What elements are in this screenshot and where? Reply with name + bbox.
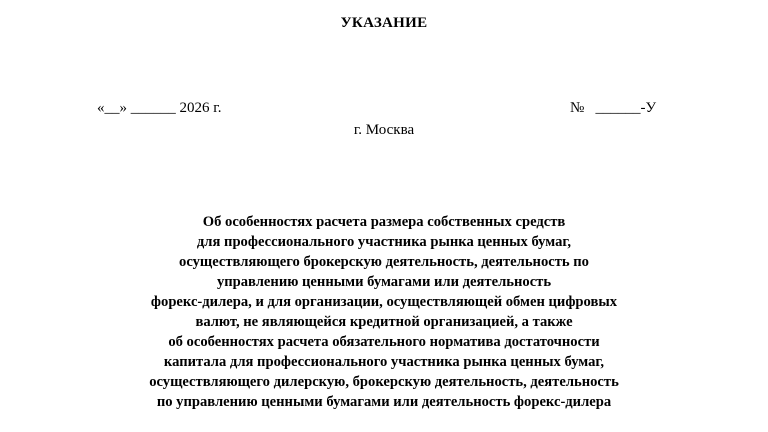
title-line: об особенностях расчета обязательного норматива достаточности: [168, 334, 600, 350]
title-line: осуществляющего дилерскую, брокерскую деятельность, деятельность: [149, 374, 619, 390]
title-line: форекс-дилера, и для организации, осуществляющей обмен цифровых: [150, 294, 618, 310]
date-placeholder: «__» ______ 2026 г.: [97, 100, 222, 116]
title-line: капитала для профессионального участника рынка ценных бумаг,: [163, 354, 605, 370]
document-type-heading: УКАЗАНИЕ: [340, 15, 428, 31]
title-line: осуществляющего брокерскую деятельность, деятельность по: [179, 254, 589, 270]
city-line: г. Москва: [353, 122, 415, 138]
title-line: валют, не являющейся кредитной организацией, а также: [195, 314, 573, 330]
title-line: Об особенностях расчета размера собственных средств: [202, 214, 566, 230]
title-line: по управлению ценными бумагами или деятельность форекс-дилера: [156, 394, 612, 410]
title-line: для профессионального участника рынка ценных бумаг,: [196, 234, 572, 250]
document-number-placeholder: № ______-У: [570, 100, 657, 116]
document-title: [60, 212, 708, 412]
title-line: управлению ценными бумагами или деятельность: [216, 274, 552, 290]
